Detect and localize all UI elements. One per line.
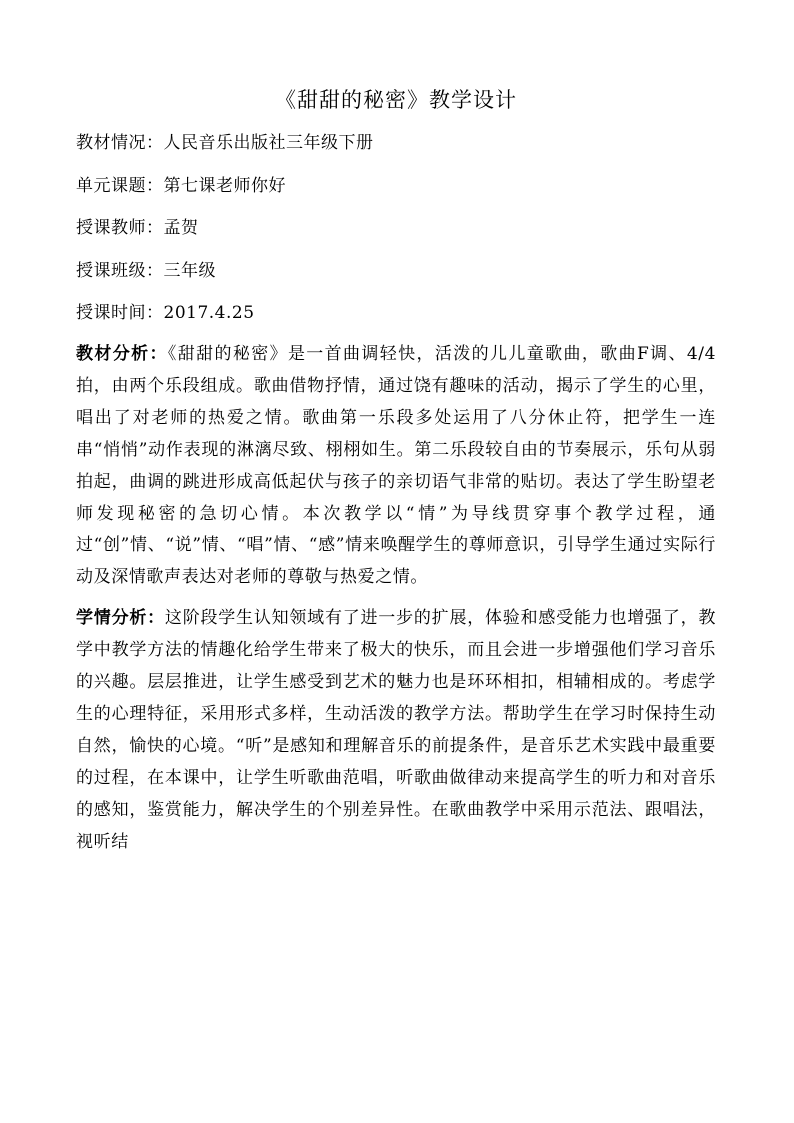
- info-unit-topic: [76, 165, 716, 208]
- student-analysis-paragraph: [76, 603, 716, 858]
- info-label: 教材情况：: [76, 133, 164, 153]
- info-label: 授课教师：: [76, 218, 164, 239]
- info-value: 人民音乐出版社三年级下册: [163, 133, 374, 153]
- info-teacher: [76, 207, 716, 250]
- section-text: 《甜甜的秘密》是一首曲调轻快，活泼的儿儿童歌曲，歌曲F调、4/4拍，由两个乐段组成。歌曲借物抒情，通过饶有趣味的活动，揭示了学生的心里，唱出了对老师的热爱之情。歌曲第一乐段多处运用了八分休止符，把学生一连串“悄悄”动作表现的淋漓尽致、栩栩如生。第二乐段较自由的节奏展示，乐句从弱拍起，曲调的跳进形成高低起伏与孩子的亲切语气非常的贴切。表达了学生盼望老师发现秘密的急切心情。本次教学以“情”为导线贯穿事个教学过程，通过“创”情、“说”情、“唱”情、“感”情来唤醒学生的尊师意识，引导学生通过实际行动及深情歌声表达对老师的尊敬与热爱之情。: [76, 343, 717, 588]
- section-label: 学情分析：: [76, 608, 165, 629]
- info-class: [76, 250, 716, 293]
- info-label: 授课班级：: [76, 260, 164, 281]
- info-label: 单元课题：: [76, 175, 164, 196]
- info-value: 2017.4.25: [163, 303, 255, 324]
- textbook-analysis-paragraph: [76, 339, 716, 594]
- document-page: [76, 80, 716, 858]
- info-label: 授课时间：: [76, 303, 164, 324]
- info-textbook: [76, 122, 716, 165]
- document-title: 《甜甜的秘密》教学设计: [275, 88, 517, 112]
- info-date: [76, 292, 716, 335]
- info-value: 孟贺: [163, 218, 199, 239]
- info-value: 第七课老师你好: [163, 175, 286, 196]
- section-text: 这阶段学生认知领域有了进一步的扩展，体验和感受能力也增强了，教学中教学方法的情趣化给学生带来了极大的快乐，而且会进一步增强他们学习音乐的兴趣。层层推进，让学生感受到艺术的魅力也是环环相扣，相辅相成的。考虑学生的心理特征，采用形式多样，生动活泼的教学方法。帮助学生在学习时保持生动自然，愉快的心境。“听”是感知和理解音乐的前提条件，是音乐艺术实践中最重要的过程，在本课中，让学生听歌曲范唱，听歌曲做律动来提高学生的听力和对音乐的感知，鉴赏能力，解决学生的个别差异性。在歌曲教学中采用示范法、跟唱法，视听结: [76, 608, 716, 852]
- info-value: 三年级: [163, 260, 216, 281]
- section-label: 教材分析：: [76, 343, 168, 364]
